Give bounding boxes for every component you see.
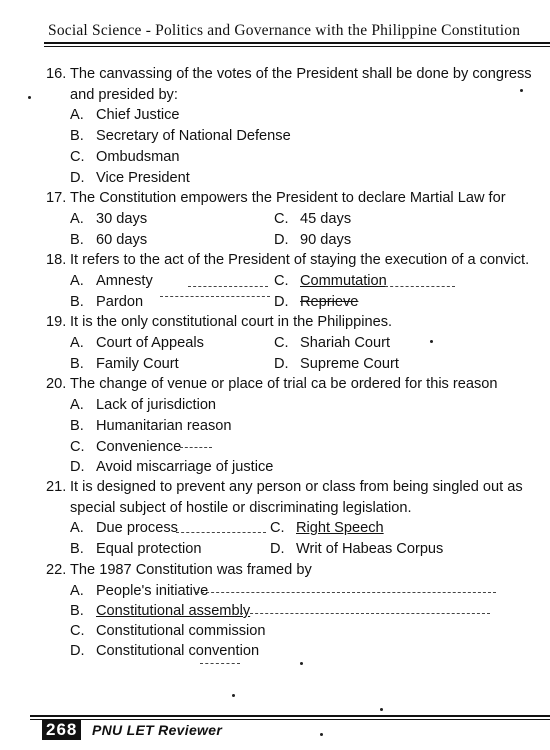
question-number: 18. xyxy=(46,252,67,268)
option-letter: D. xyxy=(274,356,289,372)
speck xyxy=(430,340,433,343)
option-text: Avoid miscarriage of justice xyxy=(96,459,274,475)
option-text: Commutation xyxy=(300,273,387,289)
pencil-mark xyxy=(188,286,268,287)
option-letter: C. xyxy=(274,211,289,227)
option-letter: D. xyxy=(70,459,85,475)
question-number: 19. xyxy=(46,314,67,330)
option-letter: C. xyxy=(70,149,85,165)
option-18-a xyxy=(70,271,153,292)
option-16-b xyxy=(70,126,291,147)
speck xyxy=(300,662,303,665)
pencil-mark xyxy=(385,286,455,287)
pencil-mark xyxy=(200,663,240,664)
option-16-d xyxy=(70,168,190,189)
option-text: Supreme Court xyxy=(300,356,399,372)
question-number: 17. xyxy=(46,190,67,206)
option-text: Equal protection xyxy=(96,541,202,557)
option-text: 30 days xyxy=(96,211,148,227)
question-21 xyxy=(46,477,546,518)
option-text: Writ of Habeas Corpus xyxy=(296,541,444,557)
question-text: It is the only constitutional court in the Philippines. xyxy=(70,314,393,330)
option-20-d xyxy=(70,457,273,478)
pencil-mark xyxy=(180,447,212,448)
option-letter: A. xyxy=(70,211,84,227)
option-letter: C. xyxy=(70,439,85,455)
option-19-d xyxy=(274,354,399,375)
option-text: Shariah Court xyxy=(300,335,391,351)
question-number: 20. xyxy=(46,376,67,392)
option-letter: D. xyxy=(70,643,85,659)
option-19-b xyxy=(70,354,179,375)
option-16-a xyxy=(70,105,180,126)
footer-rule-thin xyxy=(30,719,550,720)
question-18 xyxy=(46,250,546,271)
option-text: Reprieve xyxy=(300,294,359,310)
option-19-c xyxy=(274,333,390,354)
option-letter: C. xyxy=(274,335,289,351)
option-letter: A. xyxy=(70,397,84,413)
option-text: Constitutional convention xyxy=(96,643,260,659)
question-text: The 1987 Constitution was framed by xyxy=(70,562,312,578)
footer-rule xyxy=(30,715,550,717)
option-17-a xyxy=(70,209,147,230)
option-text: Pardon xyxy=(96,294,144,310)
option-letter: C. xyxy=(274,273,289,289)
option-text: Secretary of National Defense xyxy=(96,128,291,144)
question-text: It is designed to prevent any person or class from being singled out as special subject of hostile or discriminating legislation. xyxy=(70,479,523,516)
pencil-mark xyxy=(240,613,490,614)
option-17-d xyxy=(274,230,351,251)
speck xyxy=(520,89,523,92)
question-22 xyxy=(46,560,546,581)
option-text: Chief Justice xyxy=(96,107,180,123)
pencil-mark xyxy=(196,592,496,593)
question-16 xyxy=(46,64,546,105)
option-letter: A. xyxy=(70,335,84,351)
footer-brand: PNU LET Reviewer xyxy=(92,722,223,738)
speck xyxy=(232,694,235,697)
header-rule xyxy=(44,42,550,44)
running-header: Social Science - Politics and Governance with the Philippine Constitution xyxy=(48,22,521,39)
option-letter: C. xyxy=(70,623,85,639)
option-text: Constitutional commission xyxy=(96,623,266,639)
option-20-c xyxy=(70,437,181,458)
option-letter: D. xyxy=(274,232,289,248)
option-text: 60 days xyxy=(96,232,148,248)
option-21-b xyxy=(70,539,201,560)
question-20 xyxy=(46,374,546,395)
option-21-a xyxy=(70,518,178,539)
header-rule-thin xyxy=(44,46,550,47)
pencil-mark xyxy=(176,532,266,533)
option-text: Right Speech xyxy=(296,520,384,536)
option-21-d xyxy=(270,539,443,560)
option-17-c xyxy=(274,209,351,230)
option-text: Humanitarian reason xyxy=(96,418,232,434)
option-letter: B. xyxy=(70,541,84,557)
option-text: People's initiative xyxy=(96,583,209,599)
question-19 xyxy=(46,312,546,333)
question-number: 16. xyxy=(46,66,67,82)
option-text: Lack of jurisdiction xyxy=(96,397,217,413)
option-letter: D. xyxy=(274,294,289,310)
option-16-c xyxy=(70,147,180,168)
option-18-c xyxy=(274,271,387,292)
option-text: Due process xyxy=(96,520,178,536)
option-20-b xyxy=(70,416,231,437)
option-text: Ombudsman xyxy=(96,149,180,165)
option-letter: A. xyxy=(70,107,84,123)
option-text: Constitutional assembly xyxy=(96,603,251,619)
option-letter: A. xyxy=(70,273,84,289)
option-22-a xyxy=(70,581,208,602)
question-text: The Constitution empowers the President to declare Martial Law for xyxy=(70,190,506,206)
option-22-c xyxy=(70,621,266,642)
option-letter: B. xyxy=(70,603,84,619)
option-text: Vice President xyxy=(96,170,190,186)
pencil-mark xyxy=(160,296,270,297)
option-text: 45 days xyxy=(300,211,352,227)
option-19-a xyxy=(70,333,204,354)
option-letter: D. xyxy=(70,170,85,186)
option-20-a xyxy=(70,395,216,416)
option-letter: B. xyxy=(70,294,84,310)
question-text: The change of venue or place of trial ca be ordered for this reason xyxy=(70,376,498,392)
option-text: Convenience xyxy=(96,439,182,455)
option-17-b xyxy=(70,230,147,251)
question-text: The canvassing of the votes of the President shall be done by congress and presided by: xyxy=(70,66,532,103)
option-letter: C. xyxy=(270,520,285,536)
option-21-c xyxy=(270,518,384,539)
question-number: 21. xyxy=(46,479,67,495)
option-text: Amnesty xyxy=(96,273,153,289)
option-letter: B. xyxy=(70,418,84,434)
option-22-b xyxy=(70,601,250,622)
option-letter: A. xyxy=(70,583,84,599)
option-text: Family Court xyxy=(96,356,179,372)
speck xyxy=(28,96,31,99)
speck xyxy=(320,733,323,736)
option-22-d xyxy=(70,641,259,662)
option-letter: D. xyxy=(270,541,285,557)
question-17 xyxy=(46,188,546,209)
option-text: Court of Appeals xyxy=(96,335,204,351)
option-letter: B. xyxy=(70,356,84,372)
option-text: 90 days xyxy=(300,232,352,248)
question-text: It refers to the act of the President of staying the execution of a convict. xyxy=(70,252,530,268)
question-number: 22. xyxy=(46,562,67,578)
option-letter: A. xyxy=(70,520,84,536)
page-number: 268 xyxy=(42,720,81,740)
option-18-b xyxy=(70,292,143,313)
option-letter: B. xyxy=(70,232,84,248)
option-letter: B. xyxy=(70,128,84,144)
option-18-d xyxy=(274,292,358,313)
speck xyxy=(380,708,383,711)
